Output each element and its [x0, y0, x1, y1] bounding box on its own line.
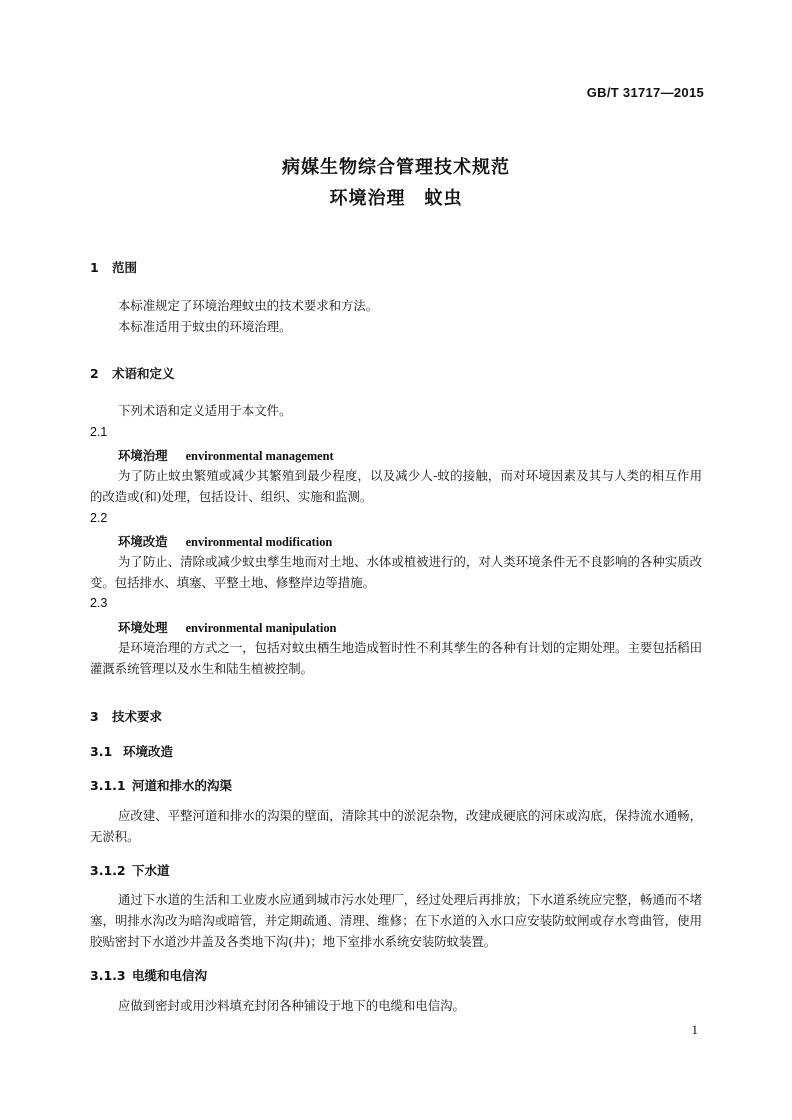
- section-title: 技术要求: [112, 709, 163, 724]
- section-3-1-1-paragraph: 应改建、平整河道和排水的沟渠的壁面，清除其中的淤泥杂物，改建成硬底的河床或沟底，保持流水通畅，无淤积。: [90, 808, 702, 844]
- term-2-2-number: 2.2: [90, 511, 108, 525]
- section-3-1-heading: [90, 742, 173, 760]
- term-2-1: [118, 446, 334, 464]
- term-zh: 环境治理: [118, 448, 168, 463]
- document-title: 病媒生物综合管理技术规范: [282, 157, 510, 178]
- term-2-1-number: 2.1: [90, 425, 108, 439]
- section-number: 2: [90, 366, 99, 381]
- term-2-3: [118, 618, 336, 636]
- section-title: 电缆和电信沟: [132, 968, 208, 983]
- section-1-heading: [90, 258, 137, 276]
- section-3-1-2-heading: [90, 861, 170, 879]
- section-3-1-3-paragraph: 应做到密封或用沙料填充封闭各种铺设于地下的电缆和电信沟。: [118, 998, 465, 1013]
- section-3-1-1-heading: [90, 776, 232, 794]
- section-1-paragraph-2: 本标准适用于蚊虫的环境治理。: [118, 319, 292, 334]
- term-2-2-definition: 为了防止、清除或减少蚊虫孳生地而对土地、水体或植被进行的，对人类环境条件无不良影响的各种实质改变。包括排水、填塞、平整土地、修整岸边等措施。: [90, 554, 702, 590]
- page-number: 1: [691, 1022, 698, 1037]
- section-title: 下水道: [132, 863, 170, 878]
- term-en: environmental modification: [185, 535, 333, 549]
- term-2-1-definition: 为了防止蚊虫繁殖或减少其繁殖到最少程度，以及减少人-蚊的接触，而对环境因素及其与人类的相互作用的改造或(和)处理，包括设计、组织、实施和监测。: [90, 468, 702, 504]
- document-subtitle: 环境治理 蚊虫: [329, 188, 463, 209]
- section-title: 术语和定义: [112, 366, 175, 381]
- section-number: 1: [90, 260, 99, 275]
- term-en: environmental manipulation: [185, 621, 337, 635]
- section-2-paragraph-1: 下列术语和定义适用于本文件。: [118, 403, 292, 418]
- section-number: 3.1.2: [90, 863, 126, 878]
- section-2-heading: [90, 364, 175, 382]
- standard-number: GB/T 31717—2015: [586, 85, 704, 100]
- section-number: 3.1.3: [90, 968, 126, 983]
- term-en: environmental management: [185, 449, 334, 463]
- section-number: 3.1: [90, 744, 113, 759]
- term-2-2: [118, 532, 332, 550]
- term-2-3-definition: 是环境治理的方式之一，包括对蚊虫栖生地造成暂时性不利其孳生的各种有计划的定期处理。主要包括稻田灌溉系统管理以及水生和陆生植被控制。: [90, 640, 702, 676]
- section-3-heading: [90, 707, 162, 725]
- section-title: 范围: [112, 260, 138, 275]
- section-3-1-3-heading: [90, 966, 207, 984]
- term-2-3-number: 2.3: [90, 596, 108, 610]
- section-number: 3.1.1: [90, 778, 126, 793]
- term-zh: 环境改造: [118, 534, 168, 549]
- section-1-paragraph-1: 本标准规定了环境治理蚊虫的技术要求和方法。: [118, 298, 379, 313]
- section-title: 环境改造: [123, 744, 174, 759]
- term-zh: 环境处理: [118, 620, 168, 635]
- section-title: 河道和排水的沟渠: [132, 778, 233, 793]
- section-3-1-2-paragraph: 通过下水道的生活和工业废水应通到城市污水处理厂，经过处理后再排放；下水道系统应完整，畅通而不堵塞，明排水沟改为暗沟或暗管，并定期疏通、清理、维修；在下水道的入水口应安装防蚊闸或存水弯曲管，使用胶贴密封下水道沙井盖及各类地下沟(井)；地下室排水系统安装防蚊装置。: [90, 892, 702, 949]
- section-number: 3: [90, 709, 99, 724]
